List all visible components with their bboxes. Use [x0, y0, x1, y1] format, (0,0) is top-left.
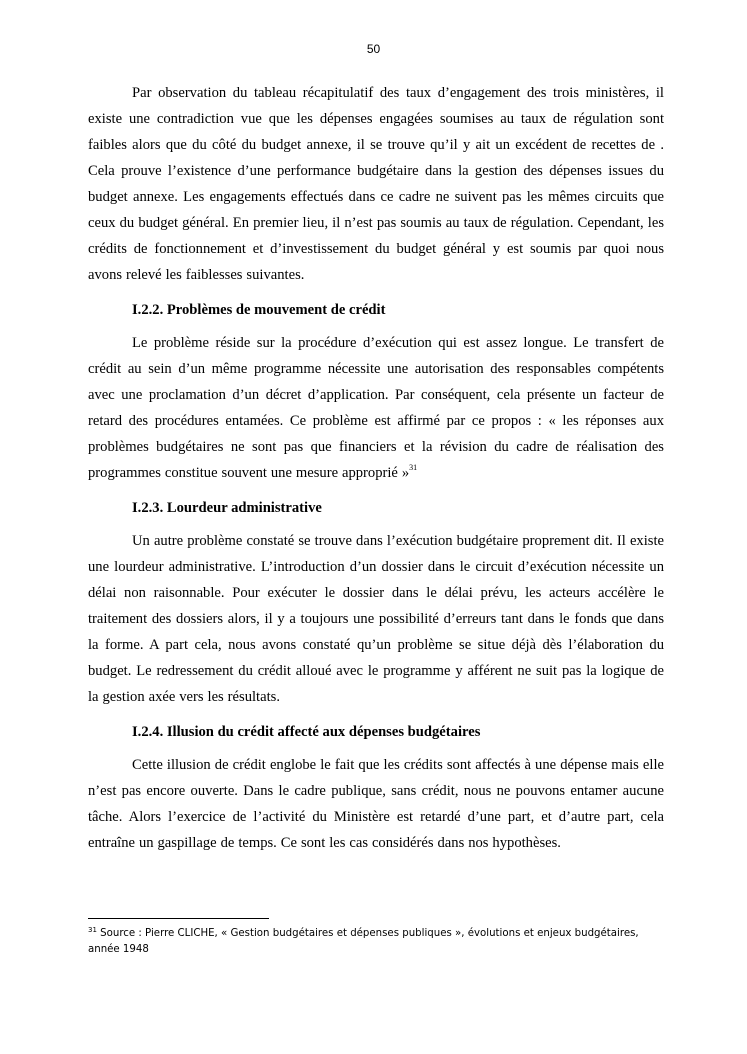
document-body	[88, 80, 664, 856]
footnote-separator	[88, 918, 269, 919]
section-heading-1-2-2: I.2.2. Problèmes de mouvement de crédit	[132, 302, 386, 318]
section-heading-1-2-3: I.2.3. Lourdeur administrative	[132, 500, 322, 516]
section-heading-1-2-4: I.2.4. Illusion du crédit affecté aux dépenses budgétaires	[132, 724, 481, 740]
paragraph-1: Par observation du tableau récapitulatif des taux d’engagement des trois ministères, il existe une contradiction vue que les dépenses engagées soumises au taux de régulation sont faibles alors que du côté du budget annexe, il se trouve qu’il y ait un excédent de recettes de . Cela prouve l’existence d’une performance budgétaire dans la gestion des dépenses issues du budget annexe. Les engagements effectués dans ce cadre ne suivent pas les mêmes circuits que ceux du budget général. En premier lieu, il n’est pas soumis au taux de régulation. Cependant, les crédits de fonctionnement et d’investissement du budget général y est soumis par quoi nous avons relevé les faiblesses suivantes.	[88, 85, 664, 283]
page-number: 50	[366, 42, 381, 56]
paragraph-4: Cette illusion de crédit englobe le fait que les crédits sont affectés à une dépense mais elle n’est pas encore ouverte. Dans le cadre publique, sans crédit, nous ne pouvons entamer aucune tâche. Alors l’exercice de l’activité du Ministère est retardé d’une part, et d’autre part, cela entraîne un gaspillage de temps. Ce sont les cas considérés dans nos hypothèses.	[88, 757, 664, 851]
footnote-reference[interactable]: 31	[409, 463, 418, 472]
footnote-number: 31	[88, 926, 97, 934]
paragraph-2	[88, 330, 664, 486]
footnote	[88, 926, 664, 958]
footnote-text: Source : Pierre CLICHE, « Gestion budgétaires et dépenses publiques », évolutions et enjeux budgétaires, année 1948	[88, 928, 639, 955]
paragraph-2-text: Le problème réside sur la procédure d’exécution qui est assez longue. Le transfert de crédit au sein d’un même programme nécessite une autorisation des responsables compétents avec une proclamation d’un décret d’application. Par conséquent, cela présente un facteur de retard des procédures entamées. Ce problème est affirmé par ce propos : « les réponses aux problèmes budgétaires ne sont pas que financiers et la révision du cadre de réalisation des programmes constitue souvent une mesure approprié »	[88, 335, 664, 481]
paragraph-3: Un autre problème constaté se trouve dans l’exécution budgétaire proprement dit. Il existe une lourdeur administrative. L’introduction d’un dossier dans le circuit d’exécution nécessite un délai non raisonnable. Pour exécuter le dossier dans le délai prévu, les acteurs accélère le traitement des dossiers alors, il y a toujours une possibilité d’erreurs tant dans le fonds que dans la forme. A part cela, nous avons constaté qu’un problème se situe déjà dès l’élaboration du budget. Le redressement du crédit alloué avec le programme y afférent ne suit pas la logique de la gestion axée vers les résultats.	[88, 533, 664, 705]
